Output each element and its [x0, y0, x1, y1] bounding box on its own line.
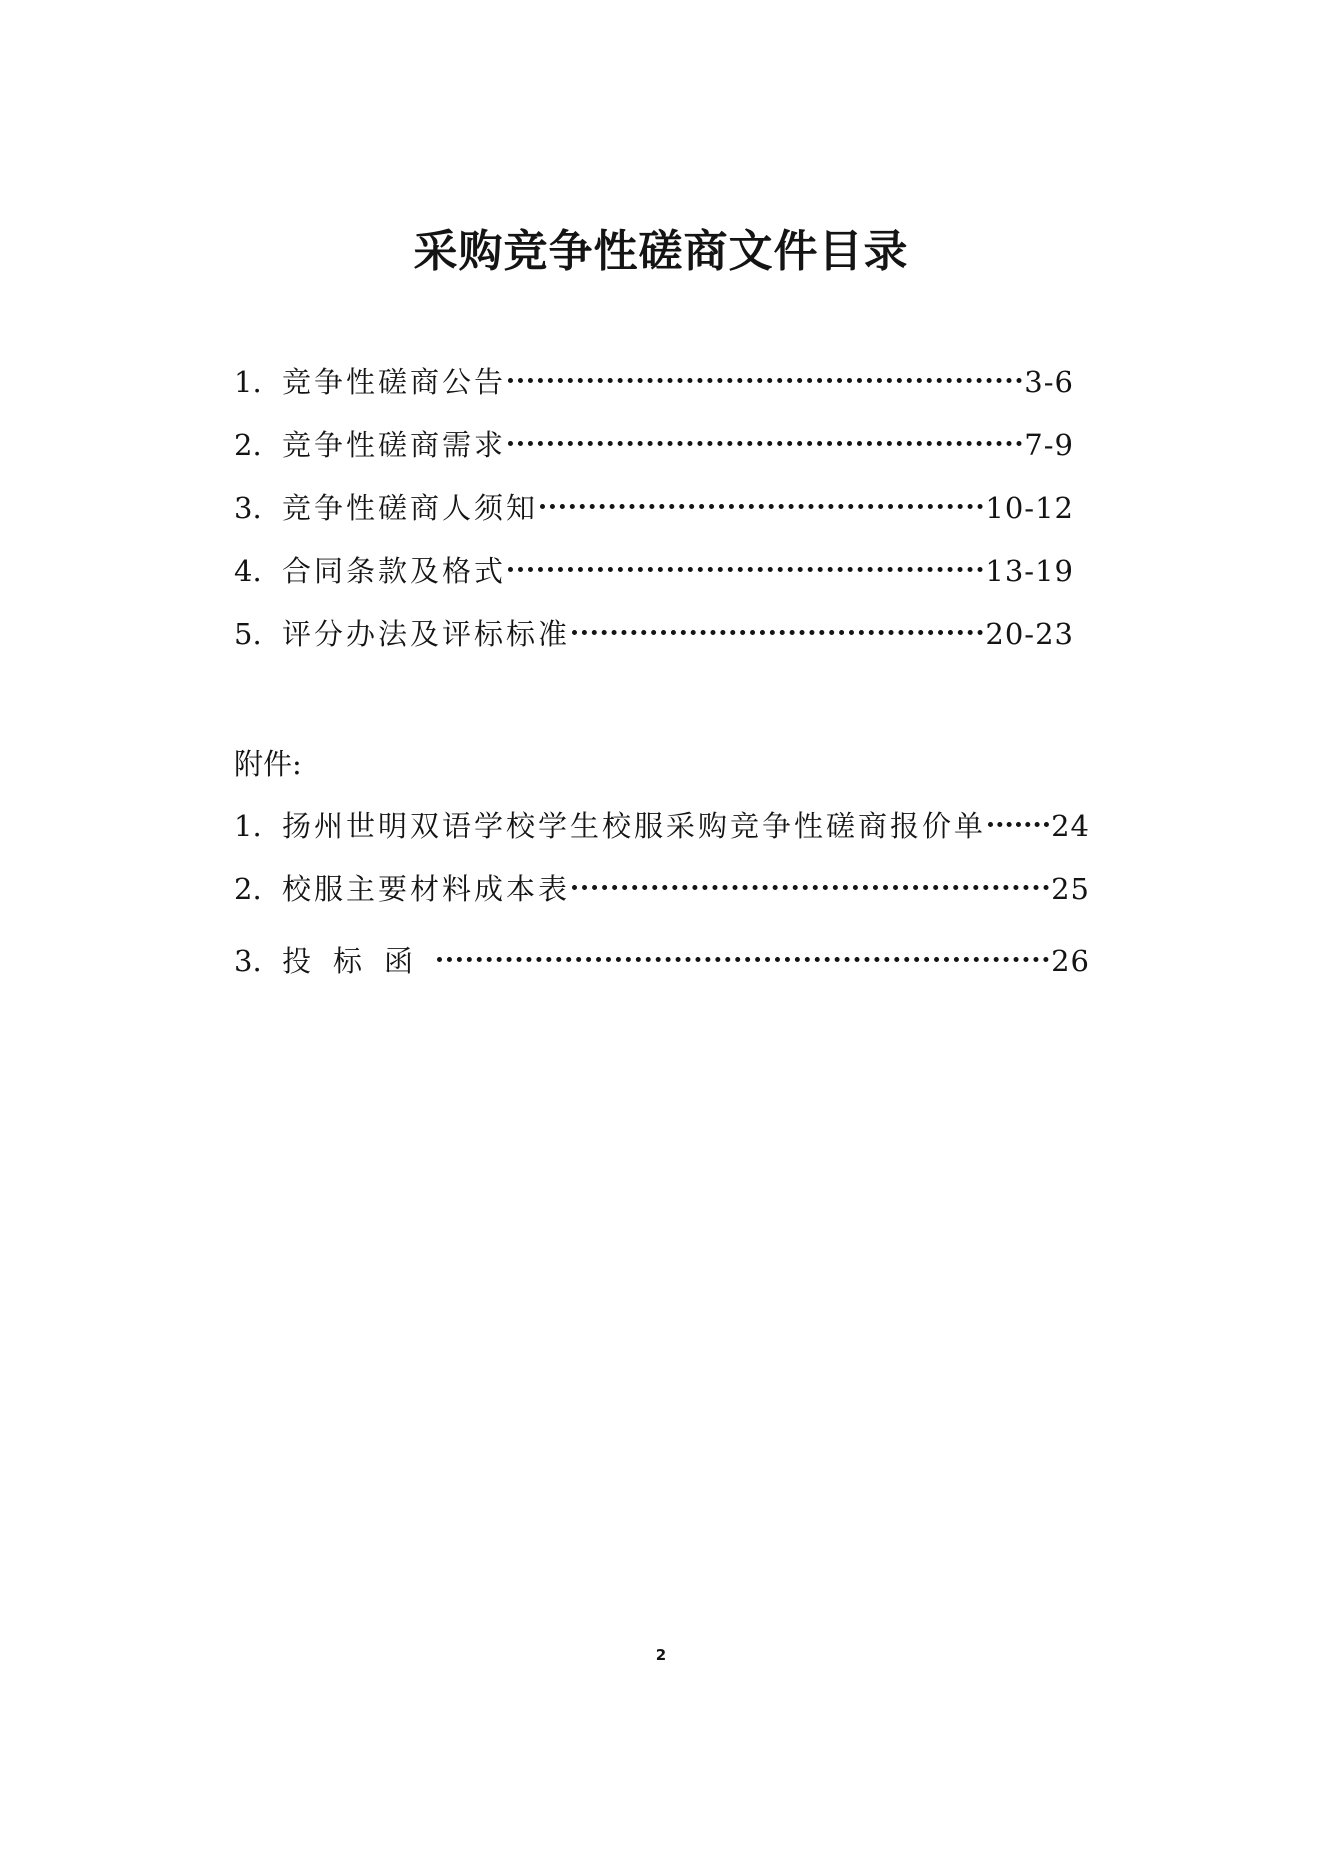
toc-dot-leader: [540, 504, 983, 509]
toc-entry-title: 合同条款及格式: [282, 554, 507, 588]
toc-dot-leader: [508, 378, 1022, 383]
toc-entry-number: 5.: [234, 617, 262, 651]
toc-dot-leader: [437, 957, 1049, 962]
toc-entry-number: 2.: [234, 428, 262, 462]
toc-dot-leader: [572, 885, 1049, 890]
appendix-entry-page: 26: [1051, 944, 1090, 978]
page-number: 2: [655, 1646, 667, 1664]
appendix-entry-title: 扬州世明双语学校学生校服采购竞争性磋商报价单: [282, 809, 987, 843]
toc-entry-page: 13-19: [985, 554, 1074, 588]
appendix-heading: 附件:: [234, 747, 302, 781]
appendix-entry: [234, 806, 1090, 846]
appendix-entry: [234, 941, 1090, 981]
appendix-entry-title: 投标函: [282, 944, 436, 978]
toc-dot-leader: [508, 441, 1022, 446]
appendix-entry-page: 24: [1051, 809, 1090, 843]
toc-entry: [234, 362, 1074, 402]
toc-entry-number: 4.: [234, 554, 262, 588]
page-title: 采购竞争性磋商文件目录: [413, 226, 909, 277]
appendix-entry-number: 2.: [234, 872, 262, 906]
toc-entry-title: 竞争性磋商公告: [282, 365, 507, 399]
toc-entry-title: 竞争性磋商人须知: [282, 491, 539, 525]
toc-dot-leader: [988, 822, 1049, 827]
toc-entry-page: 20-23: [985, 617, 1074, 651]
toc-dot-leader: [508, 567, 983, 572]
appendix-entry: [234, 869, 1090, 909]
toc-dot-leader: [572, 630, 983, 635]
toc-entry-number: 3.: [234, 491, 262, 525]
toc-entry-page: 10-12: [985, 491, 1074, 525]
appendix-entry-number: 3.: [234, 944, 262, 978]
toc-entry-title: 竞争性磋商需求: [282, 428, 507, 462]
toc-entry-page: 3-6: [1024, 365, 1074, 399]
toc-entry: [234, 425, 1074, 465]
toc-entry: [234, 614, 1074, 654]
toc-entry-number: 1.: [234, 365, 262, 399]
appendix-entry-title: 校服主要材料成本表: [282, 872, 571, 906]
toc-entry-title: 评分办法及评标标准: [282, 617, 571, 651]
toc-entry: [234, 488, 1074, 528]
toc-entry-page: 7-9: [1024, 428, 1074, 462]
appendix-entry-number: 1.: [234, 809, 262, 843]
appendix-entry-page: 25: [1051, 872, 1090, 906]
toc-entry: [234, 551, 1074, 591]
